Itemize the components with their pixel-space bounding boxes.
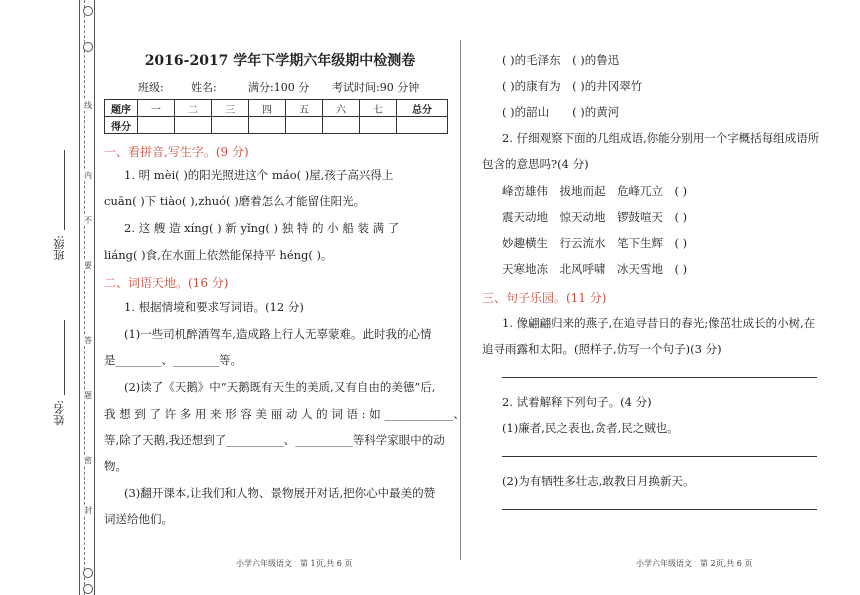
score-header-cell: 总分	[397, 100, 448, 117]
score-header-cell: 二	[175, 100, 212, 117]
exam-title: 2016-2017 学年下学期六年级期中检测卷	[144, 53, 416, 69]
info-class: 班级:	[138, 81, 164, 94]
question-text: 是________、________等。	[104, 353, 242, 367]
binding-outer-line	[79, 0, 80, 595]
question-text: 词送给他们。	[104, 512, 173, 526]
question-text: (2)读了《天鹅》中“天鹅既有天生的美质,又有自由的美德”后,	[124, 380, 436, 394]
section3-title: 三、句子乐园。(11 分)	[482, 291, 607, 305]
binding-circle	[83, 568, 93, 578]
margin-class-label: 班级:	[53, 235, 66, 261]
question-text: 2. 试着解释下列句子。(4 分)	[502, 395, 652, 409]
score-cell[interactable]	[397, 117, 448, 134]
seal-char: 要	[84, 261, 92, 270]
question-text: 1. 明 mèi( )的阳光照进这个 máo( )屋,孩子高兴得上	[124, 168, 394, 182]
seal-char: 内	[84, 171, 92, 180]
pair-row: ( )的韶山 ( )的黄河	[502, 105, 620, 119]
seal-char: 封	[84, 506, 92, 515]
score-table	[104, 99, 448, 134]
score-header-cell: 六	[323, 100, 360, 117]
idiom-row: 峰峦雄伟 拔地而起 危峰兀立 ( )	[502, 184, 688, 198]
score-cell[interactable]	[138, 117, 175, 134]
score-header-cell: 四	[249, 100, 286, 117]
seal-char: 线	[84, 101, 92, 110]
seal-char: 不	[84, 216, 92, 225]
score-header-cell: 五	[286, 100, 323, 117]
binding-inner-line	[94, 0, 95, 595]
question-text: (2)为有牺牲多壮志,敢教日月换新天。	[502, 474, 695, 488]
question-text: 1. 像翩翩归来的燕子,在追寻昔日的春光;像茁壮成长的小树,在	[502, 316, 816, 330]
score-header-cell: 题序	[105, 100, 138, 117]
pair-row: ( )的毛泽东 ( )的鲁迅	[502, 53, 620, 67]
score-cell[interactable]	[286, 117, 323, 134]
answer-line[interactable]	[502, 509, 817, 510]
score-header-cell: 一	[138, 100, 175, 117]
section1-title: 一、看拼音,写生字。(9 分)	[104, 145, 249, 159]
question-text: 我 想 到 了 许 多 用 来 形 容 美 丽 动 人 的 词 语 : 如 ____________、	[104, 407, 465, 421]
answer-line[interactable]	[502, 456, 817, 457]
score-cell[interactable]	[212, 117, 249, 134]
question-text: (1)一些司机醉酒驾车,造成路上行人无辜蒙难。此时我的心情	[124, 327, 432, 341]
pair-row: ( )的康有为 ( )的井冈翠竹	[502, 79, 643, 93]
score-cell[interactable]	[360, 117, 397, 134]
question-text: liáng( )食,在水面上依然能保持平 héng( )。	[104, 248, 333, 262]
question-text: cuān( )下 tiào( ),zhuó( )磨着怎么才能留住阳光。	[104, 194, 366, 208]
answer-line[interactable]	[502, 377, 817, 378]
score-row-label: 得分	[105, 117, 138, 134]
binding-circle	[83, 42, 93, 52]
page-footer: 小学六年级语文 第 2页,共 6 页	[636, 559, 753, 568]
binding-circle	[83, 584, 93, 594]
question-text: 2. 这 艘 造 xíng( ) 新 yǐng( ) 独 特 的 小 船 装 满 了	[124, 221, 400, 235]
score-cell[interactable]	[323, 117, 360, 134]
info-exam-time: 考试时间:90 分钟	[332, 81, 420, 94]
score-header-cell: 三	[212, 100, 249, 117]
question-text: 1. 根据情境和要求写词语。(12 分)	[124, 300, 304, 314]
page-divider	[460, 40, 461, 560]
binding-circle	[83, 6, 93, 16]
score-header-cell: 七	[360, 100, 397, 117]
idiom-row: 妙趣横生 行云流水 笔下生辉 ( )	[502, 236, 688, 250]
seal-char: 题	[84, 391, 92, 400]
question-text: 包含的意思吗?(4 分)	[482, 157, 589, 171]
margin-name-label: 姓名:	[53, 400, 66, 426]
question-text: 等,除了天鹅,我还想到了__________、__________等科学家眼中的动	[104, 433, 445, 447]
info-full-score: 满分:100 分	[248, 81, 310, 94]
score-table-score-row	[105, 117, 448, 134]
section2-title: 二、词语天地。(16 分)	[104, 276, 229, 290]
question-text: (3)翻开课本,让我们和人物、景物展开对话,把你心中最美的赞	[124, 486, 436, 500]
seal-char: 答	[84, 336, 92, 345]
score-cell[interactable]	[249, 117, 286, 134]
seal-char: 密	[84, 456, 92, 465]
margin-class-rule	[64, 150, 65, 230]
margin-name-rule	[64, 320, 65, 395]
question-text: 2. 仔细观察下面的几组成语,你能分别用一个字概括每组成语所	[502, 131, 820, 145]
page-footer: 小学六年级语文 第 1页,共 6 页	[236, 559, 353, 568]
idiom-row: 天寒地冻 北风呼啸 冰天雪地 ( )	[502, 262, 688, 276]
question-text: (1)廉者,民之表也,贪者,民之贼也。	[502, 421, 679, 435]
idiom-row: 震天动地 惊天动地 锣鼓喧天 ( )	[502, 210, 688, 224]
info-name: 姓名:	[191, 81, 217, 94]
score-cell[interactable]	[175, 117, 212, 134]
question-text: 物。	[104, 459, 127, 473]
score-table-header-row	[105, 100, 448, 117]
question-text: 追寻雨露和太阳。(照样子,仿写一个句子)(3 分)	[482, 342, 722, 356]
